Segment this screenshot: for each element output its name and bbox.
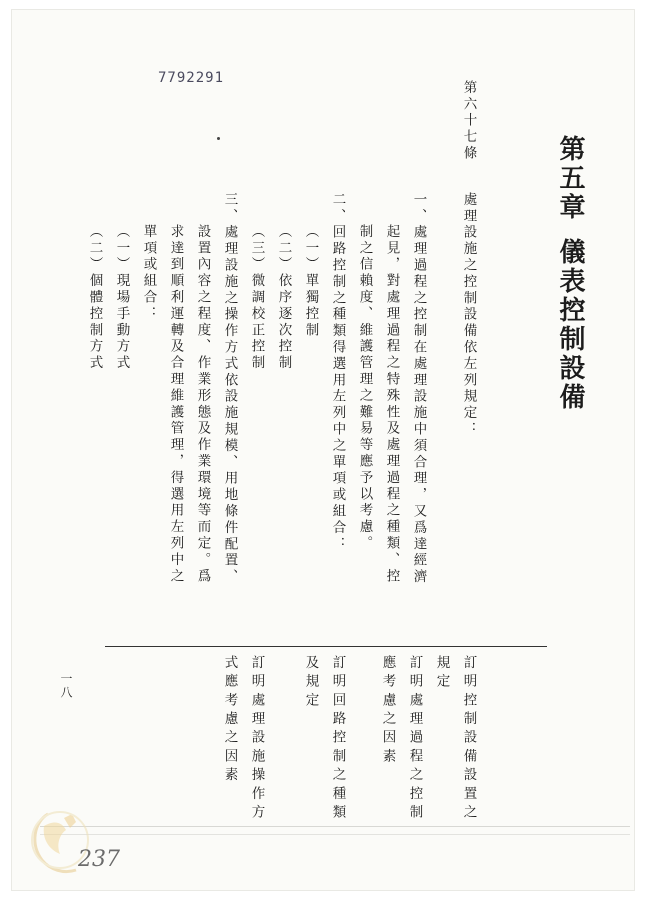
note-3-line-2: 及規定	[302, 655, 319, 712]
chapter-number: 第五章	[555, 135, 585, 222]
ink-dot	[217, 137, 220, 140]
handwritten-number: 237	[78, 847, 120, 872]
note-1-line-2: 規定	[433, 655, 450, 693]
notes-divider	[105, 646, 547, 647]
note-2-line-2: 應考慮之因素	[379, 655, 396, 768]
item-2-line-1: 二、回路控制之種類得選用左列中之單項或組合：	[329, 192, 346, 553]
document-page	[12, 10, 634, 890]
item-2-sub-3: （三）微調校正控制	[248, 224, 265, 372]
item-3-line-3: 求達到順利運轉及合理維護管理，得選用左列中之	[167, 224, 184, 585]
note-4-line-1: 訂明處理設施操作方	[248, 655, 265, 824]
item-3-line-1: 三、處理設施之操作方式依設施規模、用地條件配置、	[221, 192, 238, 586]
article-label: 第六十七條	[460, 80, 477, 162]
note-1-line-1: 訂明控制設備設置之	[460, 655, 477, 824]
archive-stamp-logo	[20, 800, 132, 884]
item-3-sub-2: （二）個體控制方式	[86, 224, 103, 372]
item-1-line-3: 制之信賴度、維護管理之難易等應予以考慮。	[356, 224, 373, 552]
item-2-sub-1: （一）單獨控制	[302, 224, 319, 339]
item-2-sub-2: （二）依序逐次控制	[275, 224, 292, 372]
item-3-line-4: 單項或組合：	[140, 224, 157, 323]
item-1-line-2: 起見，對處理過程之特殊性及處理過程之種類、控	[383, 224, 400, 585]
chapter-title: 儀表控制設備	[555, 238, 585, 412]
item-3-line-2: 設置內容之程度、作業形態及作業環境等而定。爲	[194, 224, 211, 585]
note-4-line-2: 式應考慮之因素	[221, 655, 238, 786]
article-lead: 處理設施之控制設備依左列規定：	[460, 192, 477, 438]
item-3-sub-1: （一）現場手動方式	[113, 224, 130, 372]
note-2-line-1: 訂明處理過程之控制	[406, 655, 423, 824]
serial-number: 7792291	[158, 70, 225, 86]
item-1-line-1: 一、處理過程之控制在處理設施中須合理，又爲達經濟	[410, 192, 427, 586]
page-number: 一八	[59, 672, 73, 700]
note-3-line-1: 訂明回路控制之種類	[329, 655, 346, 824]
